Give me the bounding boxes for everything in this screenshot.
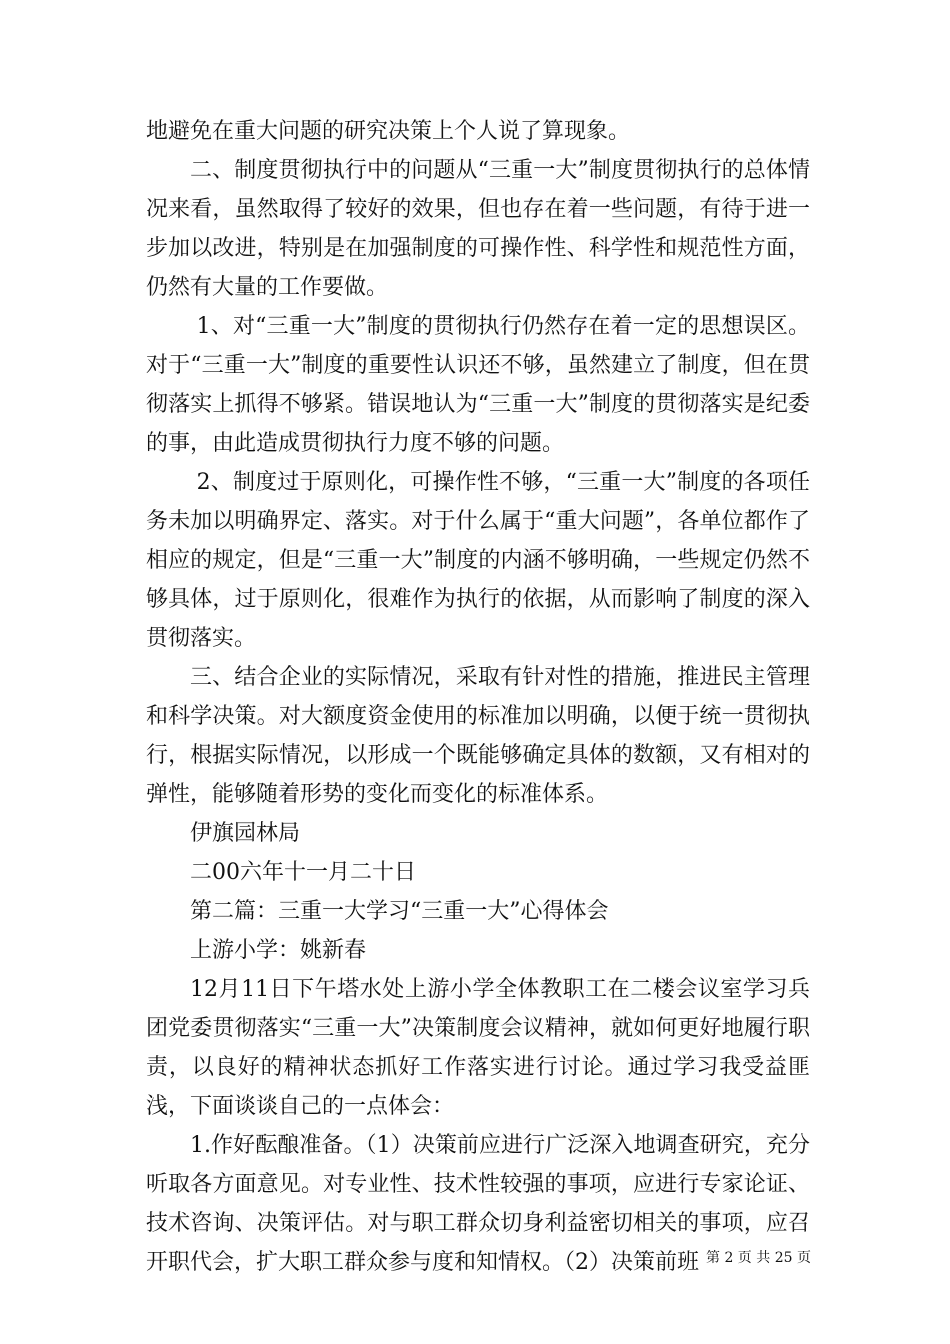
page-number-footer: 第 2 页 共 25 页 [706,1250,811,1266]
paragraph-point-1: 1.作好酝酿准备。（1）决策前应进行广泛深入地调查研究，充分听取各方面意见。对专业性、技术性较强的事项，应进行专家论证、技术咨询、决策评估。对与职工群众切身利益密切相关的事项，应召开职代会，扩大职工群众参与度和知情权。（2）决策前班 [146,1133,810,1275]
signature-date: 二00六年十一月二十日 [190,860,416,885]
paragraph-item-1: 1、对“三重一大”制度的贯彻执行仍然存在着一定的思想误区。对于“三重一大”制度的重要性认识还不够，虽然建立了制度，但在贯彻落实上抓得不够紧。错误地认为“三重一大”制度的贯彻落实是纪委的事，由此造成贯彻执行力度不够的问题。 [146,314,810,456]
paragraph-item-2: 2、制度过于原则化，可操作性不够，“三重一大”制度的各项任务未加以明确界定、落实。对于什么属于“重大问题”，各单位都作了相应的规定，但是“三重一大”制度的内涵不够明确，一些规定仍然不够具体，过于原则化，很难作为执行的依据，从而影响了制度的深入贯彻落实。 [146,470,810,651]
paragraph-section-2: 二、制度贯彻执行中的问题从“三重一大”制度贯彻执行的总体情况来看，虽然取得了较好的效果，但也存在着一些问题，有待于进一步加以改进，特别是在加强制度的可操作性、科学性和规范性方面，仍然有大量的工作要做。 [146,158,810,300]
article-author: 上游小学：姚新春 [190,938,367,963]
article-title: 第二篇：三重一大学习“三重一大”心得体会 [190,899,609,924]
paragraph-section-3: 三、结合企业的实际情况，采取有针对性的措施，推进民主管理和科学决策。对大额度资金使用的标准加以明确，以便于统一贯彻执行，根据实际情况，以形成一个既能够确定具体的数额，又有相对的弹性，能够随着形势的变化而变化的标准体系。 [146,665,810,807]
paragraph-continuation: 地避免在重大问题的研究决策上个人说了算现象。 [146,119,631,144]
document-body [146,112,810,1282]
signature-organization: 伊旗园林局 [190,821,301,846]
paragraph-intro: 12月11日下午塔水处上游小学全体教职工在二楼会议室学习兵团党委贯彻落实“三重一大”决策制度会议精神，就如何更好地履行职责，以良好的精神状态抓好工作落实进行讨论。通过学习我受益匪浅，下面谈谈自己的一点体会： [146,977,810,1119]
